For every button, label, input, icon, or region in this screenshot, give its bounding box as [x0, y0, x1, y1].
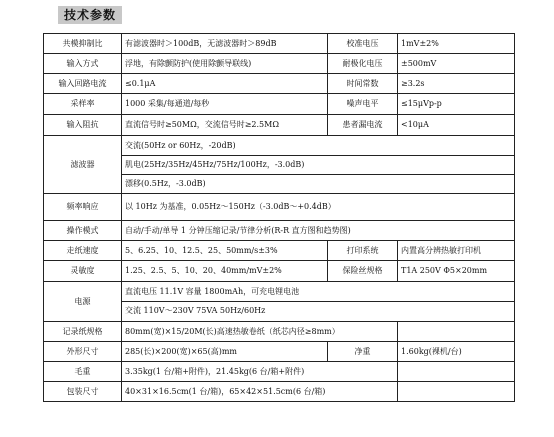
- calibration-voltage-label: 校准电压: [328, 34, 398, 54]
- table-row: [44, 362, 515, 382]
- table-row: [44, 261, 515, 282]
- dimensions-label: 外形尺寸: [44, 342, 122, 362]
- operation-mode-label: 操作模式: [44, 221, 122, 241]
- table-row: [44, 382, 515, 402]
- package-size-value: 40×31×16.5cm(1 台/箱)，65×42×51.5cm(6 台/箱): [122, 382, 398, 402]
- filter-drift: 漂移(0.5Hz，-3.0dB): [122, 174, 514, 193]
- print-system-label: 打印系统: [328, 241, 398, 261]
- power-label: 电源: [44, 282, 122, 322]
- table-row: [44, 322, 515, 342]
- dimensions-value: 285(长)×200(宽)×65(高)mm: [122, 342, 328, 362]
- fuse-spec-label: 保险丝规格: [328, 261, 398, 282]
- table-row: [44, 94, 515, 115]
- frequency-response-value: 以 10Hz 为基准，0.05Hz～150Hz（-3.0dB～+0.4dB）: [122, 194, 515, 221]
- net-weight-label: 净重: [328, 342, 398, 362]
- power-ac: 交流 110V～230V 75VA 50Hz/60Hz: [122, 301, 514, 320]
- polarization-voltage-value: ±500mV: [398, 54, 515, 74]
- time-constant-label: 时间常数: [328, 74, 398, 94]
- table-row: [44, 74, 515, 94]
- power-dc: 直流电压 11.1V 容量 1800mAh，可充电锂电池: [125, 287, 300, 296]
- spec-table: [43, 33, 515, 402]
- polarization-voltage-label: 耐极化电压: [328, 54, 398, 74]
- input-mode-value: 浮地，有除颤防护(使用除颤导联线): [122, 54, 328, 74]
- paper-speed-value: 5、6.25、10、12.5、25、50mm/s±3%: [122, 241, 328, 261]
- table-row: [44, 194, 515, 221]
- input-current-value: ≤0.1μA: [122, 74, 328, 94]
- gross-weight-value: 3.35kg(1 台/箱+附件)，21.45kg(6 台/箱+附件): [122, 362, 398, 382]
- operation-mode-value: 自动/手动/单导 1 分钟压缩记录/节律分析(R-R 直方图和趋势图): [122, 221, 515, 241]
- frequency-response-label: 频率响应: [44, 194, 122, 221]
- filter-label: 滤波器: [44, 136, 122, 194]
- filter-ac: 交流(50Hz or 60Hz，-20dB): [125, 140, 236, 150]
- package-size-label: 包装尺寸: [44, 382, 122, 402]
- paper-spec-value: 80mm(宽)×15/20M(长)高速热敏卷纸（纸芯内径≥8mm）: [122, 322, 398, 342]
- leakage-current-label: 患者漏电流: [328, 115, 398, 136]
- input-mode-label: 输入方式: [44, 54, 122, 74]
- filter-values: [122, 136, 515, 194]
- empty-cell: [398, 362, 515, 382]
- net-weight-value: 1.60kg(裸机/台): [398, 342, 515, 362]
- cmrr-value: 有滤波器时＞100dB，无滤波器时＞89dB: [122, 34, 328, 54]
- calibration-voltage-value: 1mV±2%: [398, 34, 515, 54]
- noise-level-value: ≤15μVp-p: [398, 94, 515, 115]
- filter-emg: 肌电(25Hz/35Hz/45Hz/75Hz/100Hz，-3.0dB): [122, 155, 514, 174]
- sample-rate-label: 采样率: [44, 94, 122, 115]
- table-row: [44, 115, 515, 136]
- table-row: [44, 221, 515, 241]
- sensitivity-value: 1.25、2.5、5、10、20、40mm/mV±2%: [122, 261, 328, 282]
- sample-rate-value: 1000 采集/每通道/每秒: [122, 94, 328, 115]
- section-heading: 技术参数: [58, 6, 122, 24]
- input-impedance-value: 直流信号时≥50MΩ，交流信号时≥2.5MΩ: [122, 115, 328, 136]
- noise-level-label: 噪声电平: [328, 94, 398, 115]
- cmrr-label: 共模抑制比: [44, 34, 122, 54]
- table-row: [44, 34, 515, 54]
- input-impedance-label: 输入阻抗: [44, 115, 122, 136]
- table-row: [44, 241, 515, 261]
- paper-speed-label: 走纸速度: [44, 241, 122, 261]
- time-constant-value: ≥3.2s: [398, 74, 515, 94]
- table-row: [44, 282, 515, 322]
- table-row: [44, 342, 515, 362]
- sensitivity-label: 灵敏度: [44, 261, 122, 282]
- leakage-current-value: <10μA: [398, 115, 515, 136]
- print-system-value: 内置高分辨热敏打印机: [398, 241, 515, 261]
- table-row: [44, 136, 515, 194]
- power-values: [122, 282, 515, 322]
- empty-cell: [398, 322, 515, 342]
- input-current-label: 输入回路电流: [44, 74, 122, 94]
- empty-cell: [398, 382, 515, 402]
- paper-spec-label: 记录纸规格: [44, 322, 122, 342]
- fuse-spec-value: T1A 250V Φ5×20mm: [398, 261, 515, 282]
- gross-weight-label: 毛重: [44, 362, 122, 382]
- table-row: [44, 54, 515, 74]
